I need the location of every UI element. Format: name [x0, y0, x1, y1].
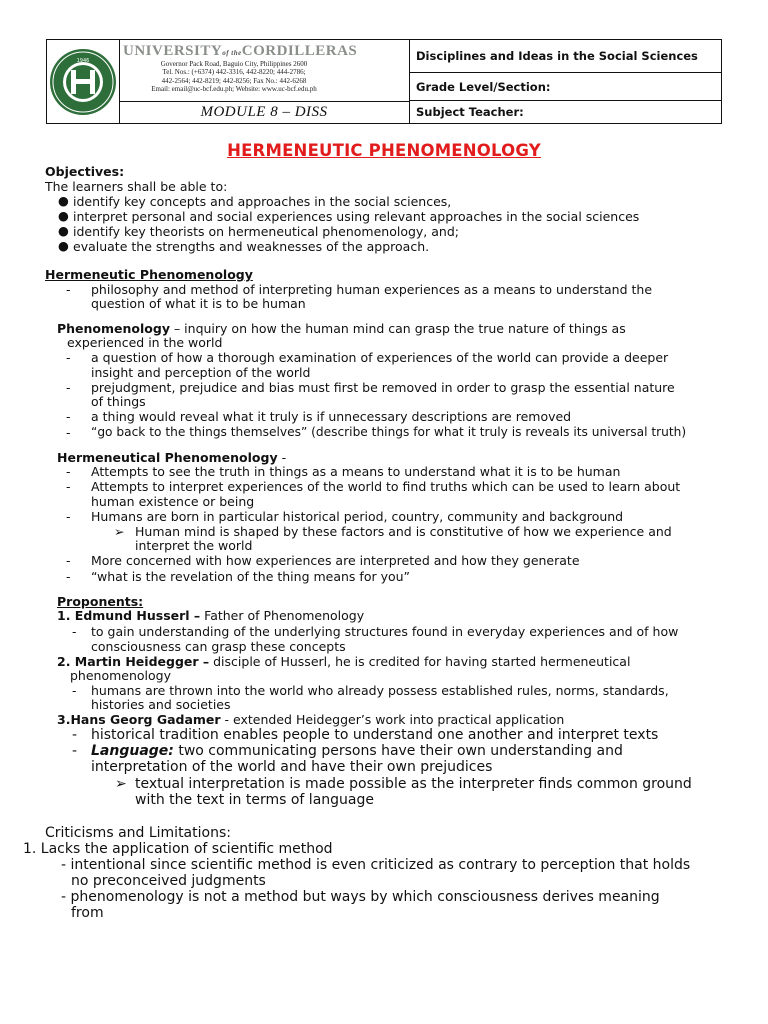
- dash-icon: -: [66, 409, 71, 424]
- seal-year: 1946: [76, 58, 90, 64]
- objective-item: identify key concepts and approaches in the social sciences,: [73, 194, 452, 209]
- bullet-icon: ●: [58, 193, 69, 208]
- phenomenology-point: a question of how a thorough examination of experiences of the world can provide a deeper: [91, 350, 669, 365]
- university-address: Governor Pack Road, Baguio City, Philippines 2600 Tel. Nos.: (+6374) 442-3316, 442-8220; 444-2786; 442-2564; 442-8219; 442-8256; Fax No.: 442-6268 Email: email@uc-bcf.edu.ph; Website: www.uc-bcf.edu.ph: [151, 60, 317, 93]
- university-seal-icon: [47, 40, 119, 123]
- subject-name: Disciplines and Ideas in the Social Sciences: [410, 40, 721, 73]
- gadamer-point: Language: two communicating persons have their own understanding and: [91, 743, 623, 759]
- objectives-heading: Objectives:: [45, 164, 125, 179]
- phenomenology-definition: Phenomenology – inquiry on how the human mind can grasp the true nature of things as: [57, 321, 626, 336]
- proponents-heading: Proponents:: [57, 594, 144, 609]
- module-header-table: [46, 39, 722, 124]
- page-title: HERMENEUTIC PHENOMENOLOGY: [227, 141, 541, 160]
- dash-icon: -: [66, 479, 71, 494]
- grade-level-field: Grade Level/Section:: [410, 73, 721, 101]
- dash-icon: -: [66, 282, 71, 297]
- logo-cell: [47, 40, 120, 123]
- heidegger-point: humans are thrown into the world who already possess established rules, norms, standards,: [91, 683, 669, 698]
- heidegger-point: histories and societies: [91, 697, 231, 712]
- bullet-icon: ●: [58, 238, 69, 253]
- hermeneutical-point: Attempts to interpret experiences of the world to find truths which can be used to learn about: [91, 479, 681, 494]
- criticism-line: from: [71, 905, 104, 921]
- hermeneutical-point: More concerned with how experiences are interpreted and how they generate: [91, 553, 580, 568]
- dash-icon: -: [66, 350, 71, 365]
- university-info-cell: [119, 40, 410, 102]
- criticisms-heading: Criticisms and Limitations:: [45, 825, 231, 841]
- phenomenology-point: “go back to the things themselves” (describe things for what it truly is reveals its universal truth): [91, 425, 687, 439]
- phenomenology-point: insight and perception of the world: [91, 365, 311, 380]
- dash-icon: -: [66, 553, 71, 568]
- gadamer-point: historical tradition enables people to understand one another and interpret texts: [91, 727, 659, 743]
- criticism-line: no preconceived judgments: [71, 873, 266, 889]
- hermeneutical-subpoint: Human mind is shaped by these factors and is constitutive of how we experience and: [135, 524, 672, 539]
- dash-icon: -: [72, 743, 78, 759]
- arrow-bullet-icon: ➢: [114, 524, 125, 539]
- gadamer-subpoint: with the text in terms of language: [135, 792, 374, 808]
- dash-icon: -: [72, 683, 77, 698]
- objective-item: identify key theorists on hermeneutical phenomenology, and;: [73, 224, 459, 239]
- module-label: MODULE 8 – DISS: [119, 101, 410, 123]
- arrow-bullet-icon: ➢: [115, 776, 127, 792]
- proponent-heidegger: 2. Martin Heidegger – disciple of Husserl, he is credited for having started hermeneutical: [57, 654, 631, 669]
- bullet-icon: ●: [58, 223, 69, 238]
- proponent-husserl: 1. Edmund Husserl – Father of Phenomenology: [57, 608, 365, 623]
- husserl-point: to gain understanding of the underlying structures found in everyday experiences and of how: [91, 624, 679, 639]
- hermeneutical-point: human existence or being: [91, 494, 255, 509]
- hp-heading: Hermeneutic Phenomenology: [45, 267, 253, 282]
- heidegger-desc-cont: phenomenology: [70, 668, 172, 683]
- dash-icon: -: [72, 727, 78, 743]
- dash-icon: -: [66, 464, 71, 479]
- dash-icon: -: [66, 380, 71, 395]
- university-name: UNIVERSITYof theCORDILLERAS: [123, 43, 358, 59]
- dash-icon: -: [66, 569, 71, 584]
- objective-item: interpret personal and social experiences using relevant approaches in the social sciences: [73, 209, 640, 224]
- hermeneutical-point: Humans are born in particular historical period, country, community and background: [91, 509, 624, 524]
- criticism-line: - phenomenology is not a method but ways by which consciousness derives meaning: [61, 889, 660, 905]
- phenomenology-definition-cont: experienced in the world: [67, 335, 223, 350]
- hermeneutical-point: “what is the revelation of the thing means for you”: [91, 569, 411, 584]
- gadamer-point-cont: interpretation of the world and have their own prejudices: [91, 759, 493, 775]
- objectives-intro: The learners shall be able to:: [45, 179, 228, 194]
- bullet-icon: ●: [58, 208, 69, 223]
- proponent-gadamer: 3.Hans Georg Gadamer - extended Heidegger’s work into practical application: [57, 712, 565, 727]
- hermeneutical-subpoint: interpret the world: [135, 538, 253, 553]
- criticism-item: 1. Lacks the application of scientific method: [23, 841, 333, 857]
- subject-teacher-field: Subject Teacher:: [416, 105, 524, 119]
- dash-icon: -: [66, 509, 71, 524]
- hp-line: philosophy and method of interpreting human experiences as a means to understand the: [91, 282, 653, 297]
- phenomenology-point: a thing would reveal what it truly is if unnecessary descriptions are removed: [91, 409, 572, 424]
- hp-line: question of what it is to be human: [91, 296, 306, 311]
- criticism-line: - intentional since scientific method is even criticized as contrary to perception that holds: [61, 857, 691, 873]
- dash-icon: -: [72, 624, 77, 639]
- hermeneutical-heading: Hermeneutical Phenomenology -: [57, 450, 287, 465]
- gadamer-subpoint: textual interpretation is made possible as the interpreter finds common ground: [135, 776, 692, 792]
- objective-item: evaluate the strengths and weaknesses of the approach.: [73, 239, 430, 254]
- dash-icon: -: [66, 425, 71, 440]
- phenomenology-point: of things: [91, 394, 146, 409]
- hermeneutical-point: Attempts to see the truth in things as a means to understand what it is to be human: [91, 464, 621, 479]
- phenomenology-point: prejudgment, prejudice and bias must first be removed in order to grasp the essential nature: [91, 380, 675, 395]
- husserl-point: consciousness can grasp these concepts: [91, 639, 346, 654]
